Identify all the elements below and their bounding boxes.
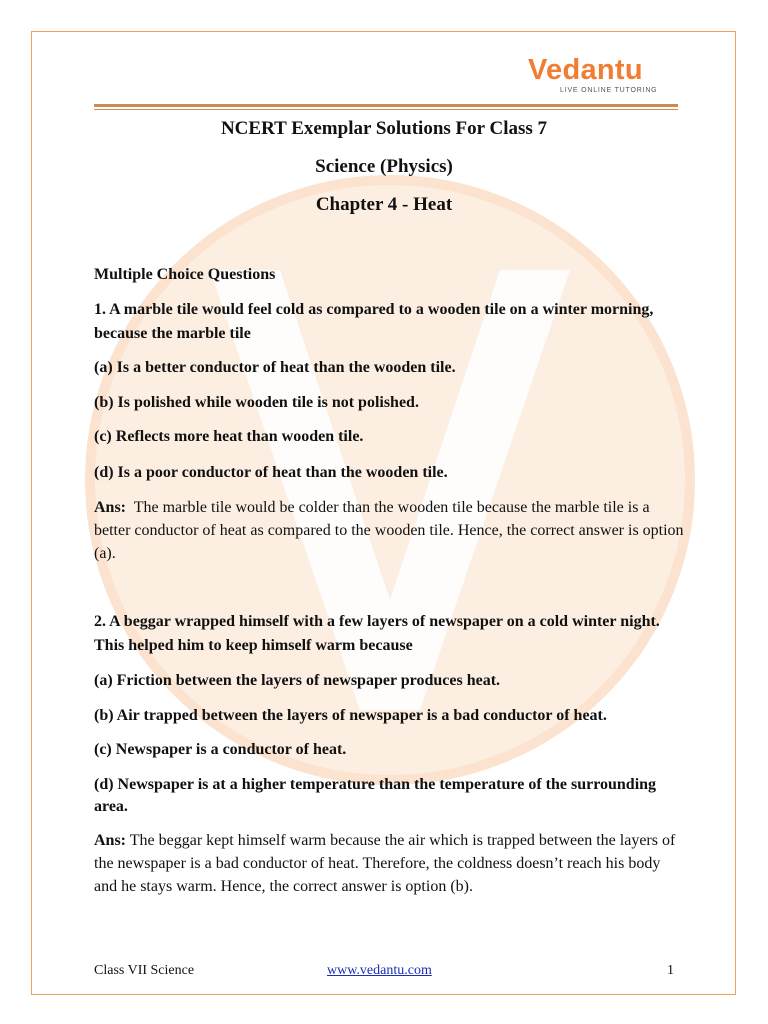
q2-option-a: (a) Friction between the layers of newspaper produces heat. — [94, 672, 501, 689]
vedantu-logo — [528, 54, 678, 100]
q2-answer-text: The beggar kept himself warm because the air which is trapped between the layers of the newspaper is a bad conductor of heat. Therefore, the coldness doesn’t reach his body and he stays warm. Hence, the correct answer is option (b). — [94, 832, 676, 895]
q1-option-d: (d) Is a poor conductor of heat than the wooden tile. — [94, 464, 448, 481]
q2-answer-label: Ans: — [94, 832, 127, 849]
question-2: 2. A beggar wrapped himself with a few layers of newspaper on a cold winter night. This helped him to keep himself warm because — [94, 613, 660, 654]
q2-answer — [94, 829, 684, 898]
q1-answer-label: Ans: — [94, 499, 127, 516]
section-heading: Multiple Choice Questions — [94, 266, 276, 283]
logo-tagline: LIVE ONLINE TUTORING — [560, 87, 658, 94]
q1-answer-text: The marble tile would be colder than the wooden tile because the marble tile is a better conductor of heat as compared to the wooden tile. Hence, the correct answer is option (a). — [94, 499, 684, 562]
page-number: 1 — [667, 963, 674, 978]
footer-website-link[interactable]: www.vedantu.com — [327, 963, 432, 978]
q1-answer — [94, 496, 684, 565]
subject-title: Science (Physics) — [315, 156, 453, 177]
footer-class-label: Class VII Science — [94, 963, 195, 978]
header-divider — [94, 104, 678, 110]
q2-option-c: (c) Newspaper is a conductor of heat. — [94, 741, 347, 758]
page-content — [94, 264, 684, 898]
q1-option-a: (a) Is a better conductor of heat than the wooden tile. — [94, 359, 456, 376]
chapter-title: Chapter 4 - Heat — [315, 194, 453, 215]
logo-wordmark: Vedantu — [528, 54, 643, 86]
q1-option-b: (b) Is polished while wooden tile is not polished. — [94, 394, 419, 411]
q2-option-b: (b) Air trapped between the layers of newspaper is a bad conductor of heat. — [94, 707, 607, 724]
question-1: 1. A marble tile would feel cold as compared to a wooden tile on a winter morning, because the marble tile — [94, 301, 654, 342]
document-title: NCERT Exemplar Solutions For Class 7 — [220, 118, 548, 139]
q1-option-c: (c) Reflects more heat than wooden tile. — [94, 428, 364, 445]
q2-option-d: (d) Newspaper is at a higher temperature than the temperature of the surrounding area. — [94, 776, 657, 815]
